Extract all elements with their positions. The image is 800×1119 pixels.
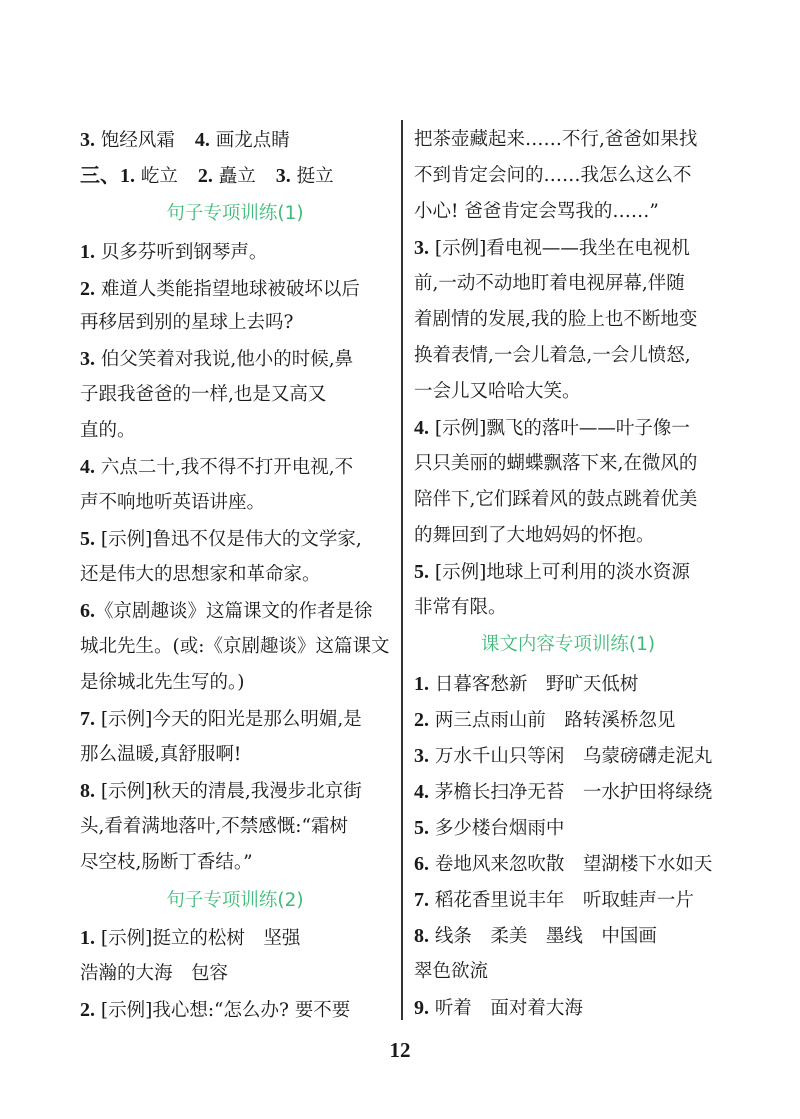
answer-text: [示例]我心想:“怎么办? 要不要 — [95, 1000, 351, 1021]
item-number: 3. — [275, 165, 291, 187]
answer-line — [414, 888, 694, 913]
answer-text: 六点二十,我不得不打开电视,不 — [95, 457, 354, 478]
answer-text: [示例]秋天的清晨,我漫步北京街 — [95, 781, 362, 802]
answer-text: 伯父笑着对我说,他小的时候,鼻 — [95, 349, 354, 370]
answer-text: 稻花香里说丰年 听取蛙声一片 — [429, 890, 694, 911]
item-number: 3. — [414, 237, 429, 259]
answer-text: 万水千山只等闲 乌蒙磅礴走泥丸 — [429, 746, 713, 767]
answer-line: 一会儿又哈哈大笑。 — [414, 381, 581, 402]
item-number: 8. — [80, 780, 95, 802]
column-divider — [401, 120, 403, 1020]
item-number: 2. — [80, 999, 95, 1021]
item-number: 3. — [80, 129, 95, 151]
answer-line: 只只美丽的蝴蝶飘落下来,在微风的 — [414, 453, 698, 474]
answer-line — [80, 926, 300, 951]
answer-line — [80, 455, 353, 480]
answer-line — [80, 707, 362, 732]
item-number: 1. — [414, 673, 429, 695]
item-number: 4. — [80, 456, 95, 478]
answer-line — [80, 998, 350, 1023]
page-number: 12 — [389, 1038, 411, 1062]
answer-line — [414, 744, 712, 769]
answer-text: [示例]挺立的松树 坚强 — [95, 928, 301, 949]
answer-line: 还是伟大的思想家和革命家。 — [80, 564, 321, 585]
answer-text: 画龙点睛 — [209, 130, 290, 151]
answer-line — [414, 708, 675, 733]
answer-line — [414, 924, 657, 949]
item-number: 1. — [80, 241, 95, 263]
answer-line: 着剧情的发展,我的脸上也不断地变 — [414, 309, 698, 330]
answer-line: 前,一动不动地盯着电视屏幕,伴随 — [414, 273, 685, 294]
answer-line: 换着表情,一会儿着急,一会儿愤怒, — [414, 345, 691, 366]
answer-line: 的舞回到了大地妈妈的怀抱。 — [414, 525, 655, 546]
item-number: 3. — [414, 745, 429, 767]
answer-line — [80, 128, 290, 153]
item-number: 9. — [414, 997, 429, 1019]
answer-line — [80, 240, 267, 265]
item-number: 三、1. — [80, 165, 135, 187]
answer-text: 饱经风霜 — [95, 130, 175, 151]
answer-line — [414, 816, 564, 841]
answer-text: [示例]地球上可利用的淡水资源 — [429, 562, 690, 583]
item-number: 6. — [80, 600, 95, 622]
answer-line: 头,看着满地落叶,不禁感慨:“霜树 — [80, 816, 348, 837]
answer-line: 把茶壶藏起来……不行,爸爸如果找 — [414, 129, 698, 150]
answer-line: 陪伴下,它们踩着风的鼓点跳着优美 — [414, 489, 698, 510]
item-number: 2. — [80, 278, 95, 300]
item-number: 1. — [80, 927, 95, 949]
answer-text: 《京剧趣谈》这篇课文的作者是徐 — [95, 601, 373, 622]
answer-line: 尽空枝,肠断丁香结。” — [80, 852, 253, 873]
answer-line: 翠色欲流 — [414, 961, 489, 982]
answer-text: 挺立 — [290, 166, 334, 187]
answer-line: 城北先生。(或:《京剧趣谈》这篇课文 — [80, 636, 390, 657]
answer-text: 卷地风来忽吹散 望湖楼下水如天 — [429, 854, 713, 875]
answer-line — [414, 416, 690, 441]
answer-line — [414, 560, 690, 585]
item-number: 4. — [414, 417, 429, 439]
answer-line: 那么温暖,真舒服啊! — [80, 744, 242, 765]
answer-line — [80, 779, 362, 804]
answer-text: 难道人类能指望地球被破坏以后 — [95, 279, 360, 300]
answer-line — [414, 852, 712, 877]
section-heading: 句子专项训练(1) — [166, 203, 304, 224]
answer-text: 多少楼台烟雨中 — [429, 818, 565, 839]
answer-text: 听着 面对着大海 — [429, 998, 583, 1019]
item-number: 2. — [414, 709, 429, 731]
answer-line — [414, 236, 690, 261]
answer-line — [80, 347, 353, 372]
item-number: 7. — [414, 889, 429, 911]
item-number: 3. — [80, 348, 95, 370]
answer-text: 茅檐长扫净无苔 一水护田将绿绕 — [429, 782, 713, 803]
item-number: 4. — [194, 129, 210, 151]
item-number: 5. — [414, 561, 429, 583]
answer-line: 不到肯定会问的……我怎么这么不 — [414, 165, 692, 186]
answer-line: 小心! 爸爸肯定会骂我的……” — [414, 201, 659, 222]
answer-line: 再移居到别的星球上去吗? — [80, 312, 294, 333]
answer-line: 直的。 — [80, 420, 136, 441]
answer-text: 日暮客愁新 野旷天低树 — [429, 674, 639, 695]
answer-text: [示例]今天的阳光是那么明媚,是 — [95, 709, 362, 730]
item-number: 5. — [80, 528, 95, 550]
answer-text: [示例]飘飞的落叶——叶子像一 — [429, 418, 690, 439]
item-number: 2. — [197, 165, 213, 187]
section-heading: 课文内容专项训练(1) — [480, 634, 656, 655]
answer-text: 屹立 — [135, 166, 178, 187]
item-number: 4. — [414, 781, 429, 803]
answer-line — [80, 599, 373, 624]
answer-line: 子跟我爸爸的一样,也是又高又 — [80, 384, 327, 405]
answer-line: 是徐城北先生写的。) — [80, 672, 245, 693]
answer-line — [414, 996, 583, 1021]
answer-text: [示例]看电视——我坐在电视机 — [429, 238, 690, 259]
answer-text: 两三点雨山前 路转溪桥忽见 — [429, 710, 676, 731]
item-number: 7. — [80, 708, 95, 730]
answer-text: 线条 柔美 墨线 中国画 — [429, 926, 657, 947]
answer-line — [80, 527, 362, 552]
answer-text: [示例]鲁迅不仅是伟大的文学家, — [95, 529, 362, 550]
answer-line — [80, 277, 360, 302]
answer-line — [414, 780, 712, 805]
answer-line: 浩瀚的大海 包容 — [80, 963, 229, 984]
answer-text: 贝多芬听到钢琴声。 — [95, 242, 268, 263]
section-heading: 句子专项训练(2) — [166, 890, 304, 911]
answer-line — [414, 672, 638, 697]
item-number: 5. — [414, 817, 429, 839]
answer-line: 非常有限。 — [414, 597, 507, 618]
item-number: 8. — [414, 925, 429, 947]
answer-text: 矗立 — [212, 166, 256, 187]
item-number: 6. — [414, 853, 429, 875]
answer-line: 声不响地听英语讲座。 — [80, 492, 266, 513]
answer-line — [80, 164, 334, 189]
